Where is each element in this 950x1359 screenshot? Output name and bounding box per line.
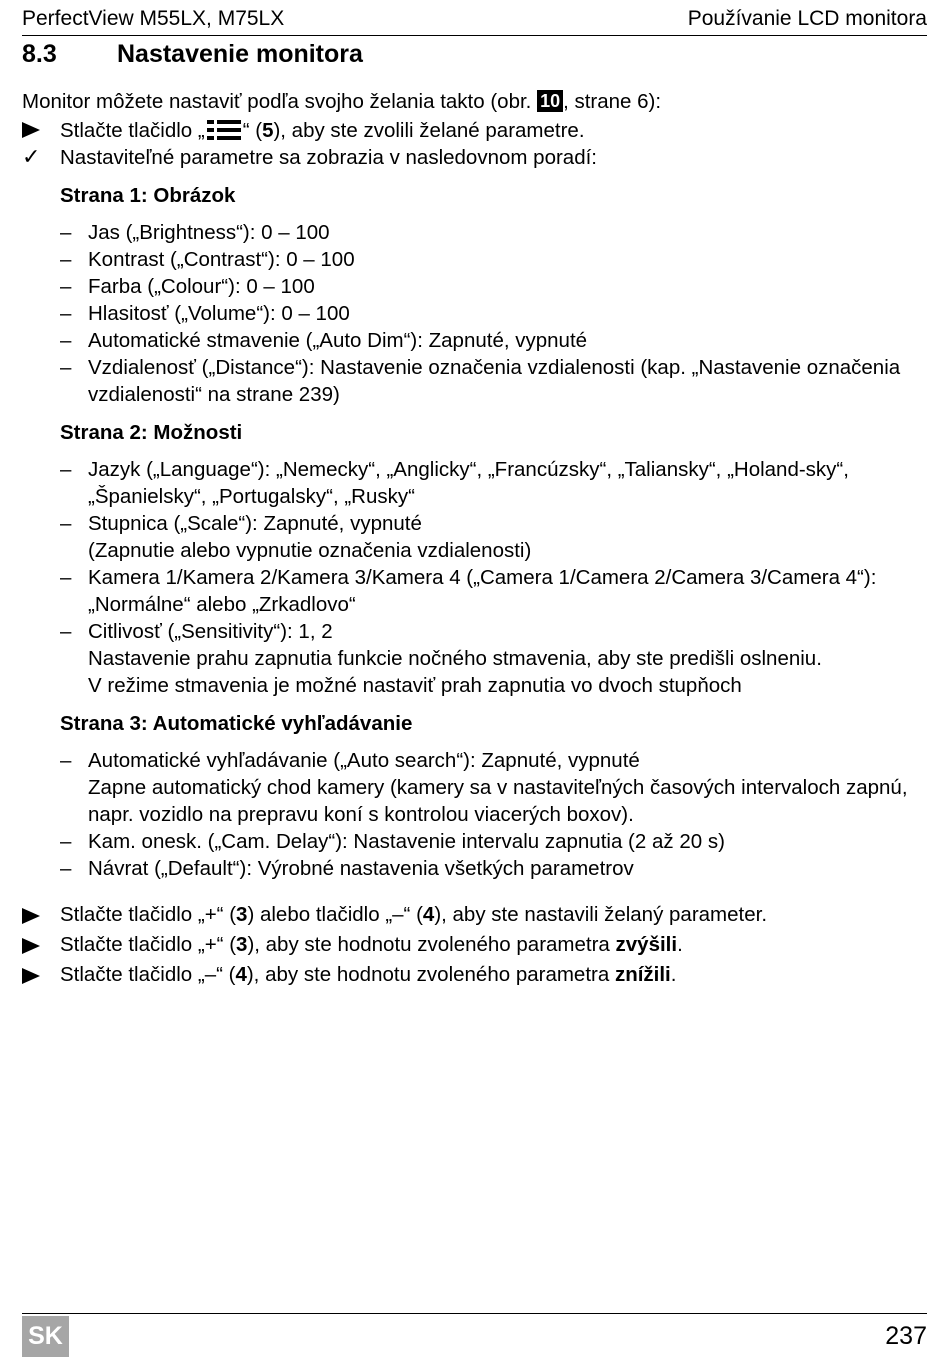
footer-divider bbox=[22, 1313, 927, 1314]
setting-item bbox=[22, 510, 927, 564]
header-chapter: Používanie LCD monitora bbox=[687, 7, 927, 30]
intro-paragraph bbox=[22, 88, 927, 115]
setting-item-text: Automatické stmavenie („Auto Dim“): Zapnuté, vypnuté bbox=[88, 329, 588, 352]
header-product: PerfectView M55LX, M75LX bbox=[22, 7, 285, 30]
arrow-right-icon bbox=[22, 901, 52, 928]
dash-marker: – bbox=[60, 356, 72, 379]
adjust-step bbox=[22, 901, 927, 928]
dash-marker: – bbox=[60, 620, 72, 643]
setting-item-text: Kam. onesk. („Cam. Delay“): Nastavenie intervalu zapnutia (2 až 20 s) bbox=[88, 830, 725, 853]
step-text-part: 3 bbox=[236, 933, 248, 956]
step-text-part: Stlačte tlačidlo „+“ ( bbox=[60, 933, 237, 956]
settings-page-title: Strana 2: Možnosti bbox=[60, 421, 243, 444]
settings-page-title: Strana 1: Obrázok bbox=[60, 184, 236, 207]
setting-item-text: Jazyk („Language“): „Nemecky“, „Anglicky“, „Francúzsky“, „Taliansky“, „Holand-sky“, „Španielsky“, „Portugalsky“, „Rusky“ bbox=[88, 458, 849, 508]
step-text-part: . bbox=[677, 933, 683, 956]
adjust-steps bbox=[22, 901, 927, 988]
setting-item-text: Kontrast („Contrast“): 0 – 100 bbox=[88, 248, 355, 271]
checkmark-icon: ✓ bbox=[22, 145, 41, 170]
setting-item-text: Kamera 1/Kamera 2/Kamera 3/Kamera 4 („Camera 1/Camera 2/Camera 3/Camera 4“): „Normálne“ alebo „Zrkadlovo“ bbox=[88, 566, 877, 616]
language-badge: SK bbox=[22, 1316, 69, 1357]
step-text-part: 4 bbox=[422, 903, 435, 926]
dash-marker: – bbox=[60, 857, 72, 880]
setting-item bbox=[22, 618, 927, 699]
dash-marker: – bbox=[60, 749, 72, 772]
menu-list-icon bbox=[207, 119, 241, 141]
step-text-part: zvýšili bbox=[615, 933, 678, 956]
arrow-right-icon bbox=[22, 961, 52, 988]
setting-item-text: Jas („Brightness“): 0 – 100 bbox=[88, 221, 330, 244]
dash-marker: – bbox=[60, 302, 72, 325]
setting-item bbox=[22, 327, 927, 354]
step-text-part: 3 bbox=[236, 903, 248, 926]
setting-item-text: Vzdialenosť („Distance“): Nastavenie označenia vzdialenosti (kap. „Nastavenie označenia vzdialenosti“ na strane 239) bbox=[88, 356, 901, 406]
result-text: Nastaviteľné parametre sa zobrazia v nasledovnom poradí: bbox=[60, 146, 597, 169]
setting-item-text: Návrat („Default“): Výrobné nastavenia všetkých parametrov bbox=[88, 857, 634, 880]
step-text-part: Stlačte tlačidlo „+“ ( bbox=[60, 903, 237, 926]
page-number: 237 bbox=[885, 1322, 927, 1350]
setting-item bbox=[22, 828, 927, 855]
dash-marker: – bbox=[60, 512, 72, 535]
setting-item bbox=[22, 219, 927, 246]
step-text: Stlačte tlačidlo „ bbox=[60, 119, 205, 142]
step-text-mid: “ ( bbox=[242, 119, 263, 142]
setting-item bbox=[22, 300, 927, 327]
step-button-number: 5 bbox=[262, 119, 274, 142]
arrow-right-icon bbox=[22, 115, 52, 142]
step-text-part: . bbox=[670, 963, 677, 986]
step-menu-button bbox=[22, 115, 927, 144]
step-text-part: Stlačte tlačidlo „–“ ( bbox=[60, 963, 236, 986]
result-line bbox=[22, 144, 927, 171]
setting-item-text: Citlivosť („Sensitivity“): 1, 2 Nastavenie prahu zapnutia funkcie nočného stmavenia, aby ste predišli oslneniu. V režime stmavenia je možné nastaviť prah zapnutia vo dvoch stupňoch bbox=[88, 620, 822, 697]
setting-item-text: Automatické vyhľadávanie („Auto search“): Zapnuté, vypnuté Zapne automatický chod kamery (kamery sa v nastaviteľných časových intervaloch zapnú, napr. vozidlo na prepravu koní s kontrolou viacerých boxov). bbox=[88, 749, 908, 826]
intro-text-end: , strane 6): bbox=[563, 90, 662, 113]
step-text-part: znížili bbox=[614, 963, 671, 986]
dash-marker: – bbox=[60, 458, 72, 481]
dash-marker: – bbox=[60, 221, 72, 244]
step-text-end: ), aby ste zvolili želané parametre. bbox=[273, 119, 585, 142]
dash-marker: – bbox=[60, 830, 72, 853]
step-text-part: ) alebo tlačidlo „–“ ( bbox=[247, 903, 423, 926]
page-header bbox=[22, 5, 927, 36]
setting-item bbox=[22, 456, 927, 510]
step-text-part: ), aby ste hodnotu zvoleného parametra bbox=[246, 963, 615, 986]
dash-marker: – bbox=[60, 275, 72, 298]
figure-reference-badge: 10 bbox=[537, 90, 563, 112]
settings-pages bbox=[22, 182, 927, 882]
setting-item-text: Stupnica („Scale“): Zapnuté, vypnuté (Zapnutie alebo vypnutie označenia vzdialenosti) bbox=[88, 512, 532, 562]
dash-marker: – bbox=[60, 248, 72, 271]
setting-item bbox=[22, 747, 927, 828]
setting-item bbox=[22, 564, 927, 618]
setting-item bbox=[22, 855, 927, 882]
step-text-part: ), aby ste hodnotu zvoleného parametra bbox=[247, 933, 616, 956]
setting-item-text: Hlasitosť („Volume“): 0 – 100 bbox=[88, 302, 350, 325]
setting-item bbox=[22, 246, 927, 273]
adjust-step bbox=[22, 931, 927, 958]
adjust-step bbox=[22, 961, 927, 988]
dash-marker: – bbox=[60, 566, 72, 589]
section-title bbox=[22, 40, 363, 69]
settings-page-title: Strana 3: Automatické vyhľadávanie bbox=[60, 712, 413, 735]
main-content bbox=[22, 88, 927, 991]
setting-item bbox=[22, 273, 927, 300]
step-text-part: ), aby ste nastavili želaný parameter. bbox=[434, 903, 768, 926]
setting-item-text: Farba („Colour“): 0 – 100 bbox=[88, 275, 315, 298]
section-heading: Nastavenie monitora bbox=[117, 40, 363, 68]
dash-marker: – bbox=[60, 329, 72, 352]
setting-item bbox=[22, 354, 927, 408]
intro-text: Monitor môžete nastaviť podľa svojho želania takto (obr. bbox=[22, 90, 532, 113]
arrow-right-icon bbox=[22, 931, 52, 958]
step-text-part: 4 bbox=[235, 963, 247, 986]
section-number: 8.3 bbox=[22, 40, 57, 68]
